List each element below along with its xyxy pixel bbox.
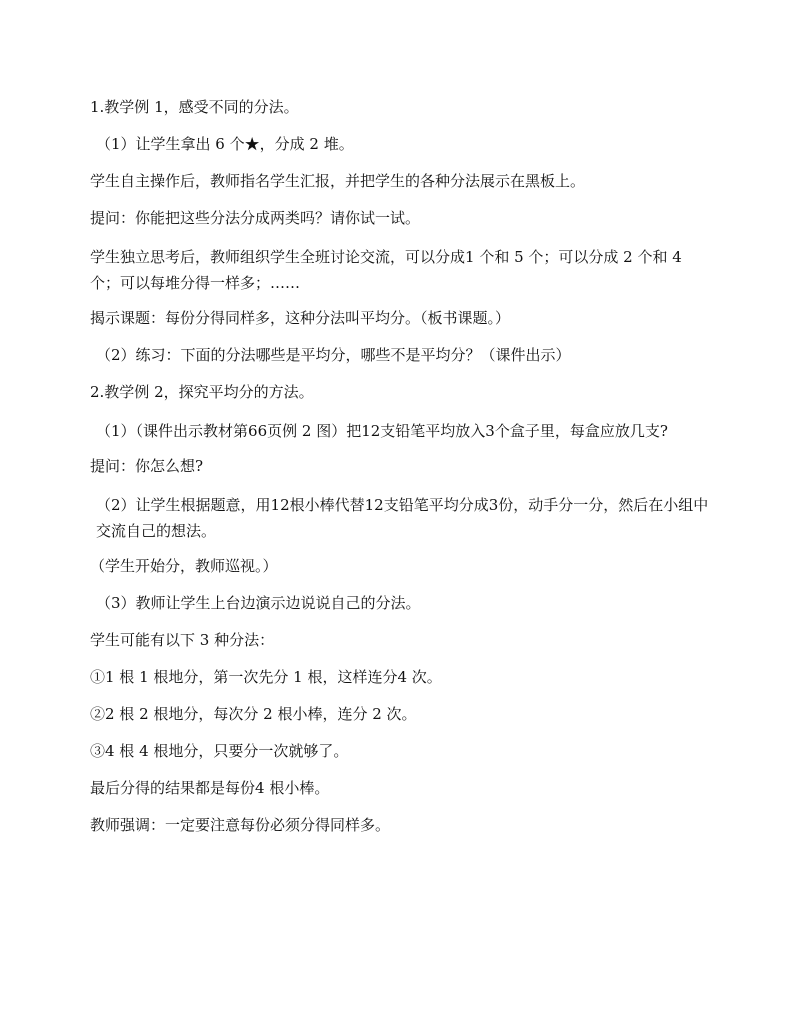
section-heading: 1.教学例 1，感受不同的分法。 [90,98,299,116]
list-item: ②2 根 2 根地分，每次分 2 根小棒，连分 2 次。 [90,705,417,723]
paragraph: 教师强调：一定要注意每份必须分得同样多。 [90,816,391,834]
document-body [90,96,712,851]
paragraph: 提问：你怎么想? [90,457,204,475]
paragraph: 揭示课题：每份分得同样多，这种分法叫平均分。（板书课题。） [90,309,511,327]
paragraph: （学生开始分，教师巡视。） [90,557,278,575]
step-item: （1）让学生拿出 6 个★，分成 2 堆。 [96,135,354,153]
section-heading: 2.教学例 2，探究平均分的方法。 [90,383,314,401]
paragraph: 学生自主操作后，教师指名学生汇报，并把学生的各种分法展示在黑板上。 [90,172,586,190]
paragraph: 最后分得的结果都是每份4 根小棒。 [90,779,330,797]
step-item: （2）让学生根据题意，用12根小棒代替12支铅笔平均分成3份，动手分一分，然后在小组中交流自己的想法。 [96,496,709,540]
paragraph: 提问：你能把这些分法分成两类吗？请你试一试。 [90,209,421,227]
list-item: ③4 根 4 根地分，只要分一次就够了。 [90,742,349,760]
step-item: （1）（课件出示教材第66页例 2 图）把12支铅笔平均放入3个盒子里，每盒应放几支? [96,422,668,440]
list-item: ①1 根 1 根地分，第一次先分 1 根，这样连分4 次。 [90,668,442,686]
paragraph: 学生可能有以下 3 种分法： [90,631,275,649]
step-item: （3）教师让学生上台边演示边说说自己的分法。 [96,594,421,612]
step-item: （2）练习：下面的分法哪些是平均分，哪些不是平均分？（课件出示） [96,346,571,364]
paragraph: 学生独立思考后，教师组织学生全班讨论交流，可以分成1 个和 5 个；可以分成 2 个和 4 个；可以每堆分得一样多；…… [90,248,682,292]
